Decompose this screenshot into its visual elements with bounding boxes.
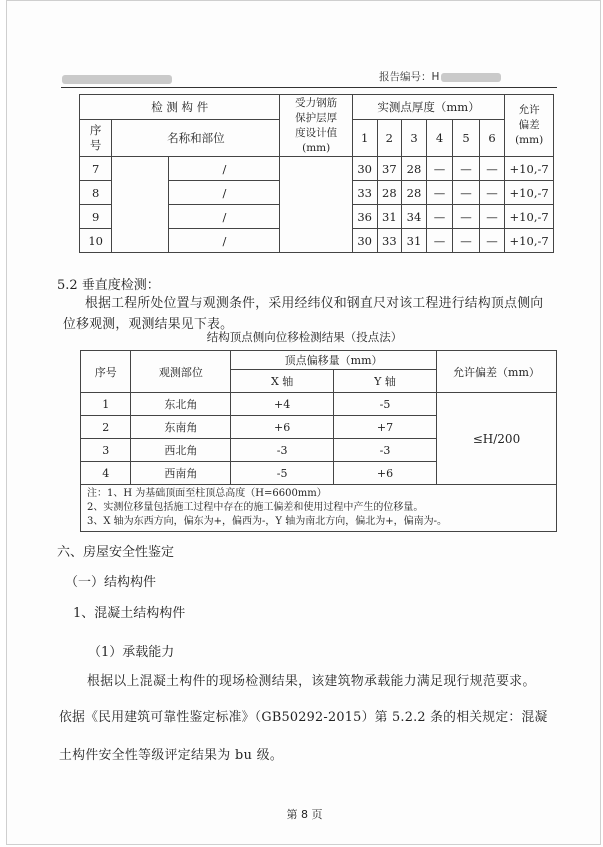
cell-value: —	[479, 157, 505, 181]
cell-tolerance: +10,-7	[505, 157, 554, 181]
th-name-part: 名称和部位	[112, 120, 280, 157]
cell-location: 西南角	[131, 462, 231, 485]
cell-value: —	[453, 205, 479, 229]
cell-value: —	[426, 205, 452, 229]
section-5-2-title: 5.2 垂直度检测：	[57, 278, 160, 293]
table-row	[81, 393, 557, 416]
cell-seq: 7	[80, 157, 112, 181]
header-rule	[61, 87, 557, 88]
cell-value: —	[479, 181, 505, 205]
section-5-2-paragraph: 根据工程所处位置与观测条件，采用经纬仪和钢直尺对该工程进行结构顶点侧向位移观测，观测结果见下表。	[63, 296, 544, 332]
cell-y: -3	[334, 439, 437, 462]
th-seq: 序 号	[80, 120, 112, 157]
th-inspect-component: 检 测 构 件	[80, 95, 280, 120]
redacted-header-text	[62, 69, 182, 81]
th-point-6: 6	[479, 120, 505, 157]
section-6-1-1-title: 1、混凝土结构构件	[73, 606, 186, 621]
cell-y: -5	[334, 393, 437, 416]
section-6-title: 六、房屋安全性鉴定	[57, 545, 175, 560]
section-6-1-1-1-title: （1）承载能力	[88, 645, 175, 660]
cell-value: 37	[377, 157, 402, 181]
cell-location: 东北角	[131, 393, 231, 416]
cell-location: 东南角	[131, 416, 231, 439]
cell-value: 28	[377, 181, 402, 205]
cell-value: —	[426, 181, 452, 205]
cell-value: 34	[402, 205, 427, 229]
cell-x: +6	[231, 416, 334, 439]
document-page	[6, 0, 601, 845]
basis-paragraph-line1: 依据《民用建筑可靠性鉴定标准》（GB50292-2015）第 5.2.2 条的相关规定：混凝	[59, 710, 548, 725]
table-row	[80, 157, 554, 181]
th-point-4: 4	[426, 120, 452, 157]
cell-seq: 3	[81, 439, 131, 462]
redacted-report-number	[441, 73, 501, 82]
cell-value: 28	[402, 181, 427, 205]
page-number: 第 8 页	[286, 808, 323, 821]
cell-value: —	[479, 229, 505, 253]
section-6-1-title: （一）结构构件	[65, 575, 157, 590]
note-line: 注：1、H 为基础顶面至柱顶总高度（H=6600mm）	[87, 488, 327, 499]
cell-tolerance: +10,-7	[505, 205, 554, 229]
report-number-label: 报告编号：H	[379, 71, 440, 83]
cell-seq: 10	[80, 229, 112, 253]
cell-x: -5	[231, 462, 334, 485]
cell-seq: 1	[81, 393, 131, 416]
cover-thickness-table	[79, 94, 554, 253]
cell-value: 33	[377, 229, 402, 253]
cell-name: /	[169, 229, 280, 253]
cell-seq: 2	[81, 416, 131, 439]
th-point-1: 1	[352, 120, 377, 157]
capacity-paragraph: 根据以上混凝土构件的现场检测结果，该建筑物承载能力满足现行规范要求。	[87, 674, 536, 689]
th-point-3: 3	[402, 120, 427, 157]
cell-x: +4	[231, 393, 334, 416]
cell-value: —	[453, 157, 479, 181]
th-point-2: 2	[377, 120, 402, 157]
cell-x: -3	[231, 439, 334, 462]
th-tolerance: 允许 偏差 (mm)	[505, 95, 554, 157]
cell-seq: 4	[81, 462, 131, 485]
cell-value: 28	[402, 157, 427, 181]
report-number	[379, 69, 501, 84]
cell-value: —	[453, 181, 479, 205]
merged-blank-cell	[112, 157, 169, 253]
displacement-table	[80, 350, 557, 532]
cell-y: +6	[334, 462, 437, 485]
cell-value: —	[479, 205, 505, 229]
th2-seq: 序号	[81, 351, 131, 393]
cell-value: 36	[352, 205, 377, 229]
basis-paragraph-line2: 土构件安全性等级评定结果为 bu 级。	[59, 748, 284, 763]
th-measured-thickness: 实测点厚度（mm）	[352, 95, 504, 120]
th-design-value: 受力钢筋 保护层厚 度设计值 (mm)	[280, 95, 352, 157]
cell-name: /	[169, 205, 280, 229]
cell-seq: 9	[80, 205, 112, 229]
cell-value: 30	[352, 157, 377, 181]
table2-caption: 结构顶点侧向位移检测结果（投点法）	[206, 330, 403, 344]
cell-location: 西北角	[131, 439, 231, 462]
cell-value: 31	[402, 229, 427, 253]
cell-name: /	[169, 181, 280, 205]
cell-value: —	[453, 229, 479, 253]
cell-value: —	[426, 157, 452, 181]
table2-notes	[81, 485, 557, 532]
cell-tolerance: +10,-7	[505, 181, 554, 205]
th2-tolerance: 允许偏差（mm）	[436, 351, 556, 393]
cell-value: 31	[377, 205, 402, 229]
th-point-5: 5	[453, 120, 479, 157]
cell-y: +7	[334, 416, 437, 439]
th2-y-axis: Y 轴	[334, 370, 437, 393]
cell-tolerance-value: ≤H/200	[436, 393, 556, 485]
th2-offset: 顶点偏移量（mm）	[231, 351, 437, 370]
note-line: 2、实测位移量包括施工过程中存在的施工偏差和使用过程中产生的位移量。	[87, 502, 424, 513]
cell-value: 33	[352, 181, 377, 205]
cell-tolerance: +10,-7	[505, 229, 554, 253]
cell-name: /	[169, 157, 280, 181]
cell-seq: 8	[80, 181, 112, 205]
merged-design-cell	[280, 157, 352, 253]
th2-x-axis: X 轴	[231, 370, 334, 393]
th2-location: 观测部位	[131, 351, 231, 393]
note-line: 3、X 轴为东西方向，偏东为+，偏西为-，Y 轴为南北方向，偏北为+，偏南为-。	[87, 516, 447, 527]
cell-value: —	[426, 229, 452, 253]
cell-value: 30	[352, 229, 377, 253]
